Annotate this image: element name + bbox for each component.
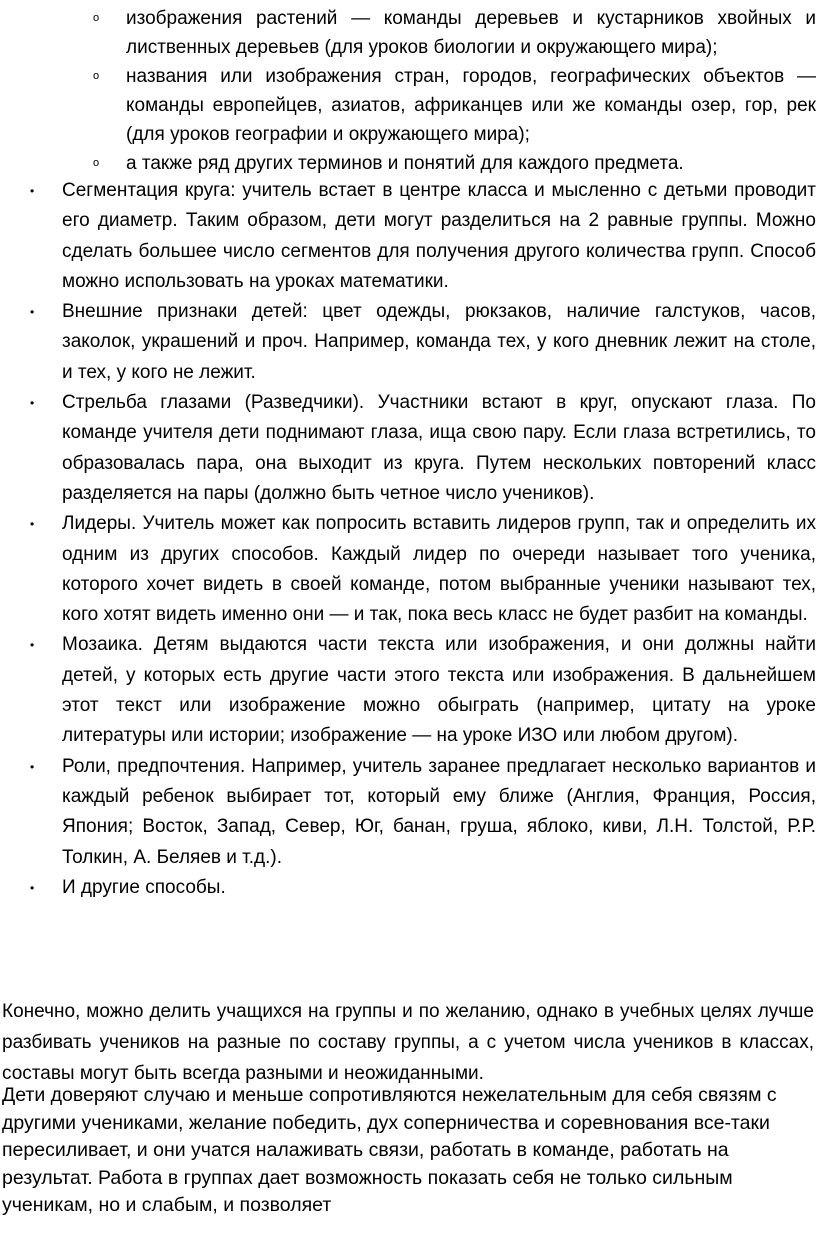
main-bullet-list [0,176,816,903]
list-item [0,149,816,178]
list-item [0,630,816,751]
list-item [0,873,816,903]
list-item-text: Роли, предпочтения. Например, учитель заранее предлагает несколько вариантов и каждый ребенок выбирает тот, который ему ближе (Англия, Франция, Россия, Япония; Восток, Запад, Север, Юг, банан, груша, яблоко, киви, Л.Н. Толстой, Р.Р. Толкин, А. Беляев и т.д.). [62,755,816,868]
body-paragraph: Конечно, можно делить учащихся на группы и по желанию, однако в учебных целях лучше разбивать учеников на разные по составу группы, а с учетом числа учеников в классах, составы могут быть всегда разными и неожиданными. [2,1001,814,1084]
list-item [0,297,816,388]
disc-bullet-icon: • [30,880,35,895]
list-item-text: названия или изображения стран, городов, географических объектов — команды европейцев, азиатов, африканцев или же команды озер, гор, рек (для уроков географии и окружающего мира); [126,66,816,145]
list-item-text: И другие способы. [62,876,226,898]
circle-bullet-icon: o [93,70,100,82]
sub-bullet-list [0,4,816,178]
disc-bullet-icon: • [30,517,35,532]
body-paragraph: Дети доверяют случаю и меньше сопротивляются нежелательным для себя связям с другими учениками, желание победить, дух соперничества и соревнования все-таки пересиливает, и они учатся налаживать связи, работать в команде, работать на результат. Работа в группах дает возможность показать себя не только сильным ученикам, но и слабым, и позволяет [2,1084,777,1216]
circle-bullet-icon: o [93,12,100,24]
disc-bullet-icon: • [30,184,35,198]
list-item [0,388,816,509]
list-item-text: Мозаика. Детям выдаются части текста или изображения, и они должны найти детей, у которых есть другие части этого текста или изображения. В дальнейшем этот текст или изображение можно обыграть (например, цитату на уроке литературы или истории; изображение — на уроке ИЗО или любом другом). [62,634,816,747]
disc-bullet-icon: • [30,396,35,411]
list-item [0,509,816,630]
list-item [0,176,816,297]
disc-bullet-icon: • [30,638,35,653]
list-item-text: а также ряд других терминов и понятий для каждого предмета. [126,153,684,174]
list-item-text: изображения растений — команды деревьев и кустарников хвойных и лиственных деревьев (для уроков биологии и окружающего мира); [126,8,816,58]
list-item [0,4,816,62]
disc-bullet-icon: • [30,305,35,320]
list-item-text: Сегментация круга: учитель встает в центре класса и мысленно с детьми проводит его диаметр. Таким образом, дети могут разделиться на 2 равные группы. Можно сделать большее число сегментов для получения другого количества групп. Способ можно использовать на уроках математики. [62,180,816,292]
list-item-text: Стрельба глазами (Разведчики). Участники встают в круг, опускают глаза. По команде учителя дети поднимают глаза, ища свою пару. Если глаза встретились, то образовалась пара, она выходит из круга. Путем нескольких повторений класс разделяется на пары (должно быть четное число учеников). [62,392,816,504]
circle-bullet-icon: o [93,157,100,169]
list-item-text: Лидеры. Учитель может как попросить вставить лидеров групп, так и определить их одним из других способов. Каждый лидер по очереди называет того ученика, которого хочет видеть в своей команде, потом выбранные ученики называют тех, кого хотят видеть именно они — и так, пока весь класс не будет разбит на команды. [62,513,816,626]
disc-bullet-icon: • [30,759,35,774]
list-item [0,62,816,149]
list-item [0,752,816,873]
list-item-text: Внешние признаки детей: цвет одежды, рюкзаков, наличие галстуков, часов, заколок, украшений и проч. Например, команда тех, у кого дневник лежит на столе, и тех, у кого не лежит. [62,301,816,383]
